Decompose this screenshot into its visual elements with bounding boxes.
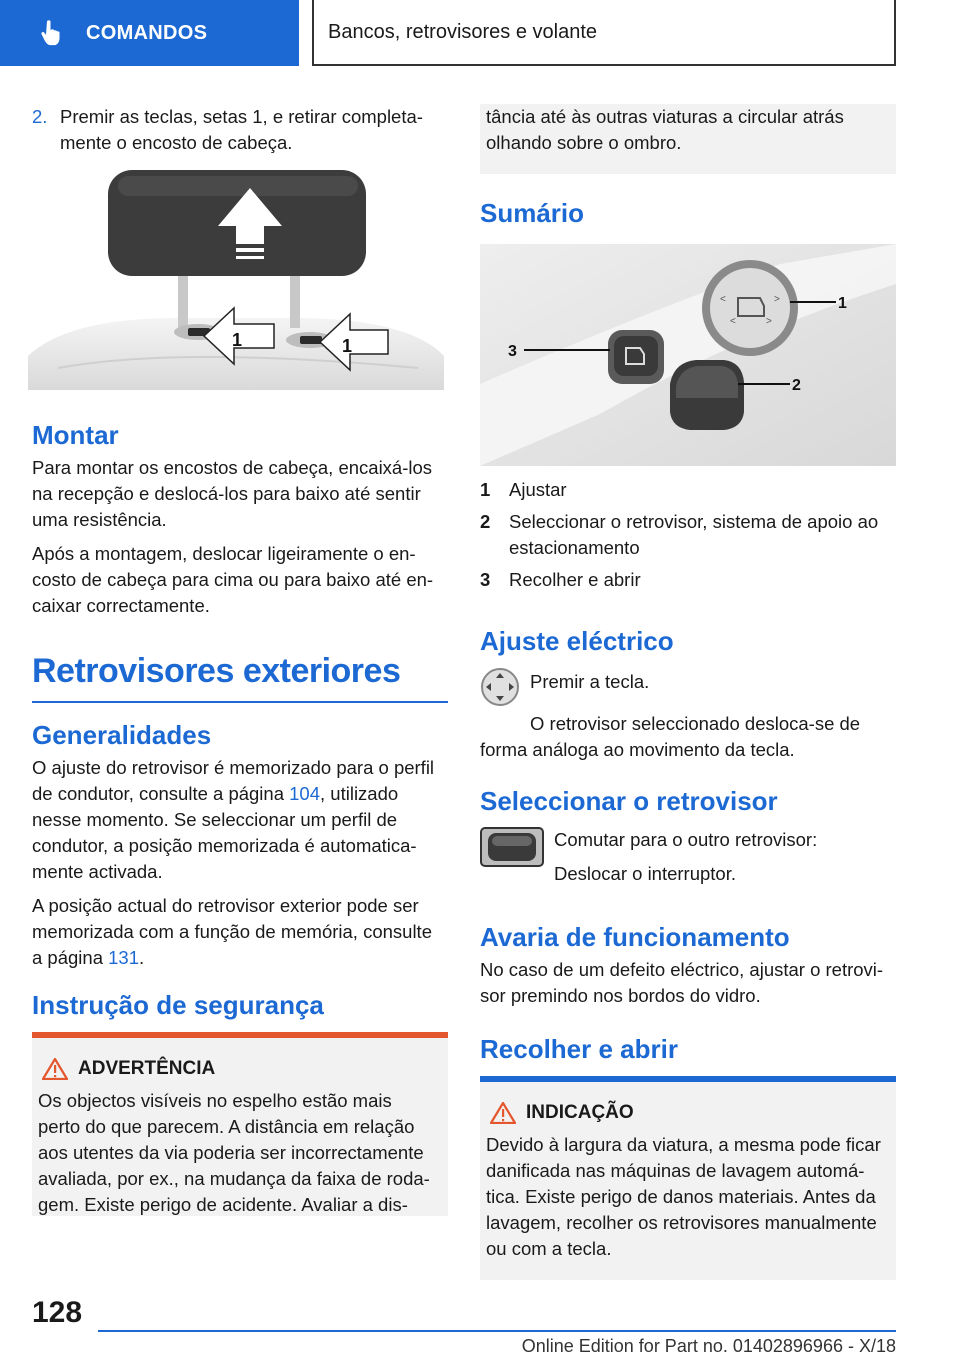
paragraph-line: Após a montagem, deslocar ligeiramente o en‐ [32,543,416,564]
recolher-heading: Recolher e abrir [480,1034,678,1064]
legend-item [480,509,896,561]
legend-list [480,477,896,593]
montar-heading: Montar [32,420,119,450]
ajuste-section [480,626,896,763]
paragraph-line: Premir a tecla. [530,671,650,692]
chapter-label: Bancos, retrovisores e volante [328,20,598,43]
legend-number: 3 [480,569,491,590]
legend-item [480,567,896,593]
paragraph-line: Para montar os encostos de cabeça, encaixá-los [32,457,433,478]
montar-section [32,420,448,619]
paragraph-line: caixar correctamente. [32,595,210,616]
page-header [0,0,960,66]
legend-text: Seleccionar o retrovisor, sistema de apoio ao [509,511,879,532]
svg-text:<: < [720,294,726,305]
paragraph-line: mente activada. [32,861,163,882]
warning-triangle-icon [42,1058,68,1080]
heading-rule [32,701,448,703]
svg-text:>: > [766,316,772,327]
generalidades-section [32,720,448,971]
ajuste-heading: Ajuste eléctrico [480,626,674,656]
seleccionar-section [480,786,896,887]
paragraph-line: uma resistência. [32,509,167,530]
arrow-label: 1 [342,336,353,356]
step-number: 2. [32,106,48,127]
warning-line: olhando sobre o ombro. [486,132,682,153]
paragraph-line: memorizada com a função de memória, consulte [32,921,432,942]
sumario-heading-block [480,198,896,229]
safety-heading: Instrução de segurança [32,990,324,1020]
edition-line: Online Edition for Part no. 01402896966 - X/18 [521,1336,896,1356]
note-title-row [490,1102,896,1124]
footer-rule [98,1330,896,1332]
note-line: Devido à largura da viatura, a mesma pode ficar [486,1134,881,1155]
callout-label: 1 [838,295,847,312]
note-line: danificada nas máquinas de lavagem automá‐ [486,1160,865,1181]
warning-line: aos utentes da via poderia ser incorrectamente [38,1142,424,1163]
headrest-removal-illustration [28,168,444,390]
warning-line: perto do que parecem. A distância em relação [38,1116,415,1137]
paragraph-line: Comutar para o outro retrovisor: [554,829,818,850]
note-title: INDICAÇÃO [526,1102,634,1123]
page-link-131[interactable]: 131 [108,947,139,968]
paragraph-line: nesse momento. Se seleccionar um perfil de [32,809,398,830]
sumario-heading: Sumário [480,198,585,228]
note-line: tica. Existe perigo de danos materiais. Antes da [486,1186,876,1207]
retrovisores-heading-block [32,652,448,703]
mirror-controls-illustration [480,244,896,466]
warning-title-row [42,1058,448,1080]
warning-line: tância até às outras viaturas a circular atrás [486,106,844,127]
legend-text: estacionamento [509,537,640,558]
paragraph-line: a página 131. [32,947,145,968]
warning-bar [32,1032,448,1038]
legend-text: Ajustar [509,479,567,500]
paragraph-line: No caso de um defeito eléctrico, ajustar o retrovi‐ [480,959,884,980]
warning-line: gem. Existe perigo de acidente. Avaliar a dis‐ [38,1194,408,1215]
page-number: 128 [32,1296,83,1329]
note-line: ou com a tecla. [486,1238,612,1259]
warning-box [32,1032,448,1216]
safety-heading-block [32,990,448,1021]
legend-item [480,477,896,503]
callout-label: 3 [508,343,517,360]
step-text-line: mente o encosto de cabeça. [60,132,293,153]
mirror-joystick-icon [480,667,520,707]
recolher-heading-block [480,1034,896,1065]
paragraph-line: Deslocar o interruptor. [554,863,737,884]
svg-text:<: < [730,316,736,327]
note-box [480,1076,896,1280]
legend-number: 2 [480,511,491,532]
legend-text: Recolher e abrir [509,569,641,590]
avaria-section [480,922,896,1009]
note-bar [480,1076,896,1082]
section-label: COMANDOS [86,21,208,44]
warning-title: ADVERTÊNCIA [78,1058,216,1079]
warning-continued-box [480,104,896,174]
arrow-label: 1 [232,330,243,350]
paragraph-line: na recepção e deslocá-los para baixo até sentir [32,483,421,504]
paragraph-line: forma análoga ao movimento da tecla. [480,739,795,760]
seleccionar-heading: Seleccionar o retrovisor [480,786,778,816]
step-text-line: Premir as teclas, setas 1, e retirar completa‐ [60,106,423,127]
paragraph-line: de condutor, consulte a página 104, utilizado [32,783,399,804]
paragraph-line: sor premindo nos bordos do vidro. [480,985,761,1006]
mirror-switch-icon [480,827,544,867]
paragraph-line: O ajuste do retrovisor é memorizado para o perfil [32,757,435,778]
warning-line: avaliada, por ex., na mudança da faixa de roda‐ [38,1168,430,1189]
step-2 [32,104,448,156]
paragraph-line: condutor, a posição memorizada é automatica‐ [32,835,417,856]
chapter-tab [312,0,896,66]
legend-number: 1 [480,479,491,500]
hand-pointer-icon [36,18,66,48]
warning-line: Os objectos visíveis no espelho estão mais [38,1090,392,1111]
warning-triangle-icon [490,1102,516,1124]
generalidades-heading: Generalidades [32,720,212,750]
note-line: lavagem, recolher os retrovisores manualmente [486,1212,877,1233]
callout-label: 2 [792,377,801,394]
paragraph-line: costo de cabeça para cima ou para baixo até en‐ [32,569,434,590]
avaria-heading: Avaria de funcionamento [480,922,790,952]
paragraph-line: O retrovisor seleccionado desloca-se de [530,713,861,734]
paragraph-line: A posição actual do retrovisor exterior pode ser [32,895,419,916]
section-tab [0,0,299,66]
page-link-104[interactable]: 104 [289,783,321,804]
svg-text:>: > [774,294,780,305]
retrovisores-heading: Retrovisores exteriores [32,652,401,690]
